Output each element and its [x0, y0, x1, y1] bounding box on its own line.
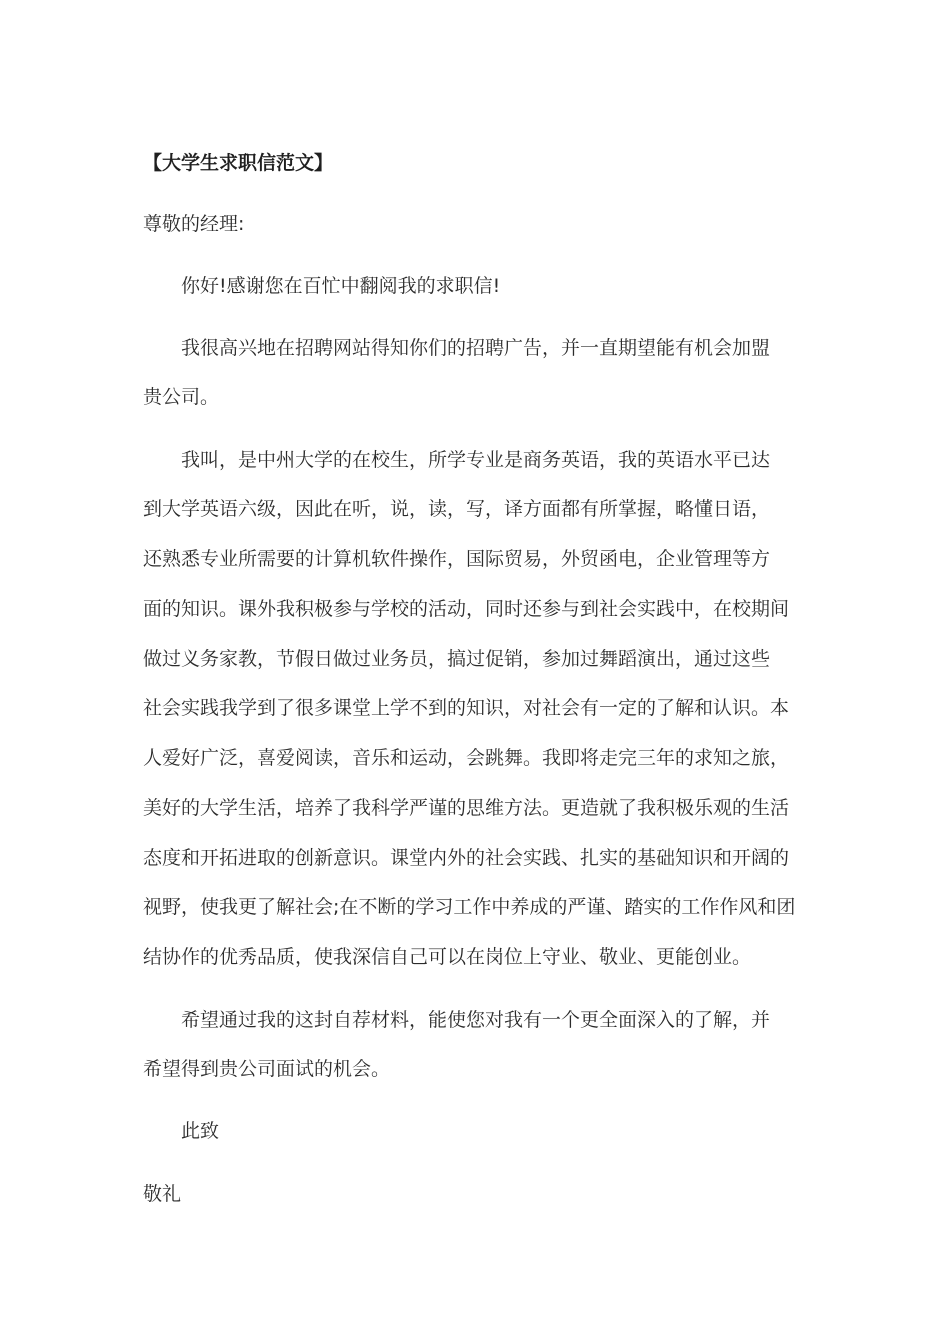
salutation: 尊敬的经理: — [143, 213, 245, 235]
paragraph-1-line-1: 我很高兴地在招聘网站得知你们的招聘广告，并一直期望能有机会加盟 — [181, 337, 771, 359]
paragraph-2-line-3: 还熟悉专业所需要的计算机软件操作，国际贸易，外贸函电，企业管理等方 — [143, 548, 771, 570]
paragraph-2-line-2: 到大学英语六级，因此在听，说，读，写，译方面都有所掌握，略懂日语， — [143, 498, 771, 520]
paragraph-2-line-6: 社会实践我学到了很多课堂上学不到的知识，对社会有一定的了解和认识。本 — [143, 697, 790, 719]
paragraph-2-line-1: 我叫，是中州大学的在校生，所学专业是商务英语，我的英语水平已达 — [181, 449, 771, 471]
paragraph-3-line-1: 希望通过我的这封自荐材料，能使您对我有一个更全面深入的了解，并 — [181, 1009, 771, 1031]
paragraph-2-line-7: 人爱好广泛，喜爱阅读，音乐和运动，会跳舞。我即将走完三年的求知之旅， — [143, 747, 790, 769]
regards: 敬礼 — [143, 1183, 182, 1205]
paragraph-2-line-10: 视野，使我更了解社会;在不断的学习工作中养成的严谨、踏实的工作作风和团 — [143, 896, 796, 918]
paragraph-1-line-2: 贵公司。 — [143, 386, 220, 408]
paragraph-2-line-4: 面的知识。课外我积极参与学校的活动，同时还参与到社会实践中，在校期间 — [143, 598, 790, 620]
paragraph-2-line-9: 态度和开拓进取的创新意识。课堂内外的社会实践、扎实的基础知识和开阔的 — [143, 847, 790, 869]
closing: 此致 — [181, 1120, 220, 1142]
paragraph-2-line-5: 做过义务家教，节假日做过业务员，搞过促销，参加过舞蹈演出，通过这些 — [143, 648, 771, 670]
paragraph-2-line-8: 美好的大学生活，培养了我科学严谨的思维方法。更造就了我积极乐观的生活 — [143, 797, 790, 819]
document-title: 【大学生求职信范文】 — [143, 152, 334, 174]
greeting: 你好!感谢您在百忙中翻阅我的求职信! — [181, 275, 501, 297]
paragraph-2-line-11: 结协作的优秀品质，使我深信自己可以在岗位上守业、敬业、更能创业。 — [143, 946, 752, 968]
paragraph-3-line-2: 希望得到贵公司面试的机会。 — [143, 1058, 391, 1080]
